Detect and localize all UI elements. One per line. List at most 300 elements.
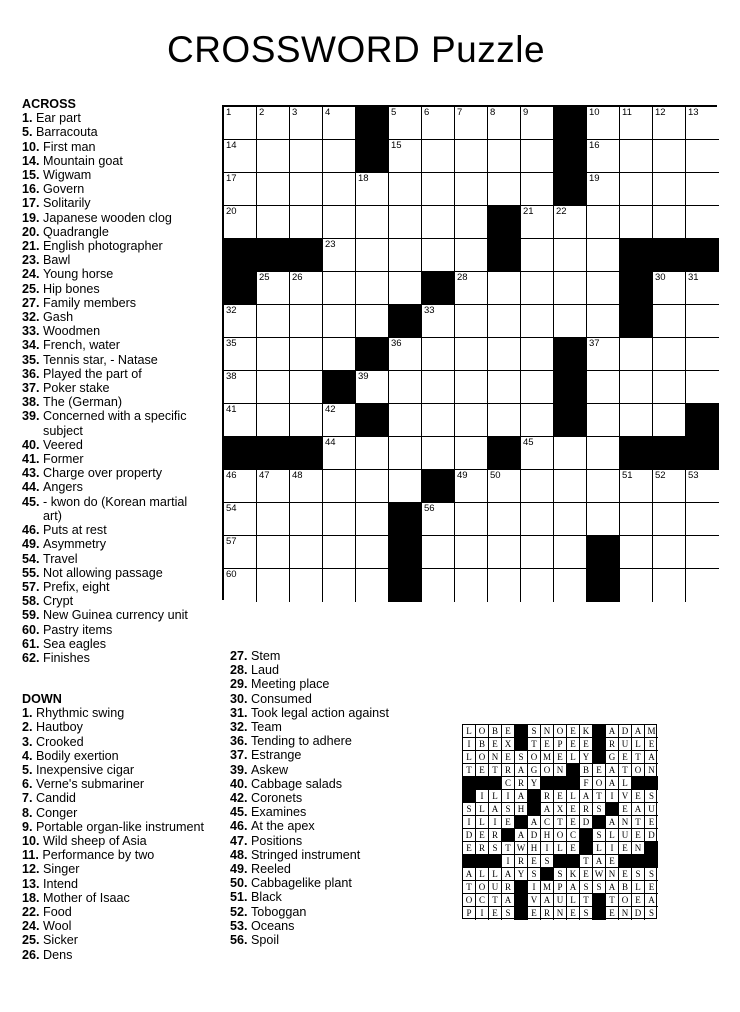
grid-cell[interactable]	[686, 272, 719, 305]
grid-cell[interactable]	[587, 305, 620, 338]
grid-cell[interactable]	[323, 470, 356, 503]
grid-cell[interactable]	[224, 503, 257, 536]
clue-text: Meeting place	[251, 677, 330, 692]
grid-cell[interactable]	[224, 173, 257, 206]
cell-number: 7	[457, 107, 463, 118]
grid-cell[interactable]	[356, 305, 389, 338]
down-clue	[22, 735, 217, 749]
solution-cell: B	[476, 738, 489, 751]
grid-cell[interactable]	[620, 140, 653, 173]
solution-cell: A	[606, 816, 619, 829]
grid-cell[interactable]	[587, 503, 620, 536]
clue-text: Stringed instrument	[251, 847, 361, 862]
grid-cell[interactable]	[290, 569, 323, 602]
grid-cell[interactable]	[422, 140, 455, 173]
clue-number: 1.	[22, 706, 37, 721]
solution-black-square	[606, 803, 619, 816]
clue-number: 5.	[22, 763, 37, 778]
grid-cell[interactable]	[290, 206, 323, 239]
clue-text: Coronets	[251, 791, 303, 806]
grid-cell[interactable]	[224, 536, 257, 569]
clue-number: 60.	[22, 622, 44, 637]
cell-number: 20	[226, 206, 237, 217]
grid-cell[interactable]	[224, 107, 257, 140]
clue-number: 57.	[22, 579, 44, 594]
grid-cell[interactable]	[488, 272, 521, 305]
solution-cell: H	[515, 803, 528, 816]
clue-text: Barracouta	[36, 125, 98, 140]
grid-cell[interactable]	[224, 470, 257, 503]
grid-cell[interactable]	[488, 536, 521, 569]
clue-number: 39.	[22, 409, 44, 424]
solution-black-square	[515, 881, 528, 894]
grid-cell[interactable]	[686, 173, 719, 206]
clue-text: Inexpensive cigar	[36, 763, 135, 778]
grid-cell[interactable]	[356, 239, 389, 272]
grid-cell[interactable]	[257, 371, 290, 404]
solution-cell: E	[528, 855, 541, 868]
grid-cell[interactable]	[488, 140, 521, 173]
clue-number: 24.	[22, 267, 44, 282]
clue-text: Rhythmic swing	[36, 706, 125, 721]
grid-cell[interactable]	[620, 503, 653, 536]
clue-text: Gash	[43, 310, 74, 325]
grid-cell[interactable]	[554, 239, 587, 272]
grid-cell[interactable]	[224, 305, 257, 338]
grid-cell[interactable]	[521, 140, 554, 173]
grid-cell[interactable]	[455, 437, 488, 470]
grid-cell[interactable]	[587, 470, 620, 503]
clue-number: 54.	[22, 551, 44, 566]
grid-cell[interactable]	[389, 371, 422, 404]
solution-black-square	[580, 842, 593, 855]
grid-cell[interactable]	[323, 107, 356, 140]
grid-cell[interactable]	[389, 107, 422, 140]
clue-number: 45.	[22, 494, 44, 509]
down-clue	[230, 862, 430, 876]
grid-cell[interactable]	[356, 503, 389, 536]
grid-cell[interactable]	[389, 239, 422, 272]
cell-number: 42	[325, 404, 336, 415]
grid-cell[interactable]	[488, 173, 521, 206]
black-square	[653, 437, 686, 470]
grid-cell[interactable]	[653, 206, 686, 239]
across-clue	[22, 409, 207, 437]
grid-cell[interactable]	[356, 437, 389, 470]
solution-cell: B	[619, 881, 632, 894]
clue-text: Oceans	[251, 918, 295, 933]
grid-cell[interactable]	[356, 272, 389, 305]
down-clue	[230, 890, 430, 904]
cell-number: 28	[457, 272, 468, 283]
grid-cell[interactable]	[323, 272, 356, 305]
grid-cell[interactable]	[653, 140, 686, 173]
grid-cell[interactable]	[257, 305, 290, 338]
clue-text: Examines	[251, 805, 307, 820]
grid-cell[interactable]	[323, 239, 356, 272]
solution-cell: E	[541, 738, 554, 751]
grid-cell[interactable]	[257, 569, 290, 602]
grid-cell[interactable]	[290, 338, 323, 371]
grid-cell[interactable]	[323, 437, 356, 470]
grid-cell[interactable]	[389, 470, 422, 503]
grid-cell[interactable]	[224, 140, 257, 173]
grid-cell[interactable]	[455, 173, 488, 206]
solution-cell: C	[502, 777, 515, 790]
grid-cell[interactable]	[290, 536, 323, 569]
grid-cell[interactable]	[554, 305, 587, 338]
clue-text: Angers	[43, 480, 83, 495]
down-clue	[22, 948, 217, 962]
grid-cell[interactable]	[224, 371, 257, 404]
across-clue	[22, 111, 207, 125]
grid-cell[interactable]	[224, 338, 257, 371]
grid-cell[interactable]	[323, 140, 356, 173]
grid-cell[interactable]	[686, 140, 719, 173]
grid-cell[interactable]	[257, 140, 290, 173]
clue-text: Intend	[43, 876, 79, 891]
grid-cell[interactable]	[620, 371, 653, 404]
grid-cell[interactable]	[422, 173, 455, 206]
cell-number: 45	[523, 437, 534, 448]
grid-cell[interactable]	[554, 206, 587, 239]
grid-cell[interactable]	[587, 272, 620, 305]
grid-cell[interactable]	[422, 107, 455, 140]
grid-cell[interactable]	[356, 173, 389, 206]
grid-cell[interactable]	[455, 272, 488, 305]
grid-cell[interactable]	[521, 437, 554, 470]
solution-cell: E	[645, 816, 658, 829]
grid-cell[interactable]	[554, 437, 587, 470]
solution-cell: B	[489, 725, 502, 738]
grid-cell[interactable]	[323, 173, 356, 206]
cell-number: 33	[424, 305, 435, 316]
grid-cell[interactable]	[389, 140, 422, 173]
clue-number: 24.	[22, 919, 44, 934]
across-clue	[22, 239, 207, 253]
grid-cell[interactable]	[455, 239, 488, 272]
grid-cell[interactable]	[455, 338, 488, 371]
grid-cell[interactable]	[455, 536, 488, 569]
grid-cell[interactable]	[521, 536, 554, 569]
grid-cell[interactable]	[620, 536, 653, 569]
cell-number: 26	[292, 272, 303, 283]
clue-text: Family members	[43, 295, 137, 310]
grid-cell[interactable]	[455, 569, 488, 602]
grid-cell[interactable]	[323, 536, 356, 569]
grid-cell[interactable]	[356, 371, 389, 404]
solution-black-square	[476, 777, 489, 790]
solution-cell: L	[476, 868, 489, 881]
solution-cell: N	[619, 907, 632, 920]
solution-cell: A	[606, 764, 619, 777]
clue-text: Veered	[43, 437, 83, 452]
grid-cell[interactable]	[554, 272, 587, 305]
cell-number: 19	[589, 173, 600, 184]
grid-cell[interactable]	[587, 437, 620, 470]
grid-cell[interactable]	[521, 503, 554, 536]
grid-cell[interactable]	[488, 569, 521, 602]
grid-cell[interactable]	[554, 503, 587, 536]
across-clue	[22, 552, 207, 566]
clue-number: 44.	[22, 480, 44, 495]
black-square	[686, 404, 719, 437]
grid-cell[interactable]	[455, 470, 488, 503]
grid-cell[interactable]	[653, 173, 686, 206]
grid-cell[interactable]	[488, 404, 521, 437]
cell-number: 2	[259, 107, 265, 118]
grid-cell[interactable]	[554, 470, 587, 503]
black-square	[389, 503, 422, 536]
grid-cell[interactable]	[554, 569, 587, 602]
solution-black-square	[645, 855, 658, 868]
grid-cell[interactable]	[422, 404, 455, 437]
grid-cell[interactable]	[422, 239, 455, 272]
grid-cell[interactable]	[686, 536, 719, 569]
grid-cell[interactable]	[290, 371, 323, 404]
grid-cell[interactable]	[290, 272, 323, 305]
grid-cell[interactable]	[620, 107, 653, 140]
grid-cell[interactable]	[488, 371, 521, 404]
grid-cell[interactable]	[653, 107, 686, 140]
solution-black-square	[489, 855, 502, 868]
grid-cell[interactable]	[422, 206, 455, 239]
grid-cell[interactable]	[686, 470, 719, 503]
grid-cell[interactable]	[653, 536, 686, 569]
solution-cell: E	[632, 829, 645, 842]
grid-cell[interactable]	[653, 503, 686, 536]
grid-cell[interactable]	[686, 107, 719, 140]
solution-cell: E	[619, 868, 632, 881]
grid-cell[interactable]	[257, 470, 290, 503]
grid-cell[interactable]	[620, 338, 653, 371]
grid-cell[interactable]	[587, 140, 620, 173]
grid-cell[interactable]	[620, 173, 653, 206]
grid-cell[interactable]	[521, 404, 554, 437]
grid-cell[interactable]	[686, 305, 719, 338]
grid-cell[interactable]	[323, 404, 356, 437]
grid-cell[interactable]	[587, 173, 620, 206]
grid-cell[interactable]	[290, 107, 323, 140]
clue-text: Estrange	[251, 748, 302, 763]
clue-text: Hip bones	[43, 281, 100, 296]
grid-cell[interactable]	[455, 305, 488, 338]
grid-cell[interactable]	[323, 338, 356, 371]
grid-cell[interactable]	[224, 404, 257, 437]
grid-cell[interactable]	[422, 338, 455, 371]
solution-black-square	[554, 855, 567, 868]
grid-cell[interactable]	[422, 305, 455, 338]
solution-cell: H	[541, 829, 554, 842]
grid-cell[interactable]	[587, 371, 620, 404]
grid-cell[interactable]	[323, 305, 356, 338]
solution-cell: A	[515, 790, 528, 803]
grid-cell[interactable]	[521, 569, 554, 602]
grid-cell[interactable]	[587, 107, 620, 140]
across-clue	[22, 225, 207, 239]
grid-cell[interactable]	[455, 140, 488, 173]
grid-cell[interactable]	[356, 569, 389, 602]
grid-cell[interactable]	[653, 338, 686, 371]
clue-number: 36.	[22, 366, 44, 381]
grid-cell[interactable]	[389, 437, 422, 470]
clue-number: 6.	[22, 777, 37, 792]
grid-cell[interactable]	[521, 107, 554, 140]
solution-cell: A	[606, 725, 619, 738]
solution-black-square	[528, 803, 541, 816]
down-clue	[230, 919, 430, 933]
grid-cell[interactable]	[686, 338, 719, 371]
grid-cell[interactable]	[257, 503, 290, 536]
solution-black-square	[502, 829, 515, 842]
clue-number: 50.	[230, 876, 252, 891]
grid-cell[interactable]	[323, 206, 356, 239]
solution-cell: K	[580, 725, 593, 738]
solution-cell: I	[606, 790, 619, 803]
grid-cell[interactable]	[257, 338, 290, 371]
grid-cell[interactable]	[455, 107, 488, 140]
grid-cell[interactable]	[455, 503, 488, 536]
solution-cell: A	[593, 855, 606, 868]
clue-text: Took legal action against	[251, 705, 389, 720]
grid-cell[interactable]	[290, 470, 323, 503]
grid-cell[interactable]	[620, 569, 653, 602]
clue-text: Former	[43, 452, 84, 467]
solution-cell: E	[502, 725, 515, 738]
grid-cell[interactable]	[653, 404, 686, 437]
clue-text: Hautboy	[36, 720, 83, 735]
solution-cell: L	[489, 790, 502, 803]
down-clue	[230, 834, 430, 848]
solution-cell: T	[632, 751, 645, 764]
grid-cell[interactable]	[257, 536, 290, 569]
grid-cell[interactable]	[389, 173, 422, 206]
solution-cell: A	[489, 803, 502, 816]
solution-cell: T	[580, 855, 593, 868]
grid-cell[interactable]	[356, 206, 389, 239]
clue-text: Dens	[43, 947, 73, 962]
grid-cell[interactable]	[389, 272, 422, 305]
grid-cell[interactable]	[488, 338, 521, 371]
solution-black-square	[632, 777, 645, 790]
grid-cell[interactable]	[488, 470, 521, 503]
grid-cell[interactable]	[686, 206, 719, 239]
grid-cell[interactable]	[290, 173, 323, 206]
grid-cell[interactable]	[653, 371, 686, 404]
grid-cell[interactable]	[686, 503, 719, 536]
grid-cell[interactable]	[389, 338, 422, 371]
down-clue	[230, 805, 430, 819]
grid-cell[interactable]	[653, 470, 686, 503]
solution-cell: R	[606, 738, 619, 751]
grid-cell[interactable]	[521, 470, 554, 503]
clue-text: Concerned with a specific subject	[43, 409, 187, 438]
grid-cell[interactable]	[323, 503, 356, 536]
clue-number: 51.	[230, 890, 252, 905]
grid-cell[interactable]	[290, 140, 323, 173]
cell-number: 4	[325, 107, 331, 118]
grid-cell[interactable]	[653, 569, 686, 602]
grid-cell[interactable]	[587, 338, 620, 371]
solution-black-square	[619, 855, 632, 868]
grid-cell[interactable]	[653, 272, 686, 305]
grid-cell[interactable]	[257, 206, 290, 239]
grid-cell[interactable]	[257, 173, 290, 206]
grid-cell[interactable]	[620, 206, 653, 239]
grid-cell[interactable]	[686, 371, 719, 404]
black-square	[587, 569, 620, 602]
clue-number: 5.	[22, 125, 37, 140]
grid-cell[interactable]	[521, 206, 554, 239]
clue-number: 55.	[22, 565, 44, 580]
grid-cell[interactable]	[422, 503, 455, 536]
solution-cell: A	[541, 894, 554, 907]
grid-cell[interactable]	[521, 173, 554, 206]
grid-cell[interactable]	[257, 404, 290, 437]
grid-cell[interactable]	[323, 569, 356, 602]
solution-cell: A	[502, 868, 515, 881]
grid-cell[interactable]	[422, 371, 455, 404]
clue-text: Quadrangle	[43, 224, 109, 239]
grid-cell[interactable]	[224, 569, 257, 602]
grid-cell[interactable]	[686, 569, 719, 602]
grid-cell[interactable]	[290, 404, 323, 437]
grid-cell[interactable]	[356, 470, 389, 503]
solution-cell: R	[515, 777, 528, 790]
across-clue	[22, 395, 207, 409]
grid-cell[interactable]	[455, 371, 488, 404]
grid-cell[interactable]	[587, 239, 620, 272]
grid-cell[interactable]	[455, 206, 488, 239]
grid-cell[interactable]	[455, 404, 488, 437]
clue-text: Woodmen	[43, 324, 101, 339]
grid-cell[interactable]	[257, 107, 290, 140]
grid-cell[interactable]	[488, 107, 521, 140]
grid-cell[interactable]	[620, 470, 653, 503]
grid-cell[interactable]	[554, 536, 587, 569]
grid-cell[interactable]	[521, 239, 554, 272]
grid-cell[interactable]	[224, 206, 257, 239]
grid-cell[interactable]	[587, 404, 620, 437]
grid-cell[interactable]	[521, 305, 554, 338]
grid-cell[interactable]	[389, 206, 422, 239]
cell-number: 41	[226, 404, 237, 415]
grid-cell[interactable]	[389, 404, 422, 437]
grid-cell[interactable]	[521, 338, 554, 371]
across-clue	[22, 367, 207, 381]
grid-cell[interactable]	[290, 503, 323, 536]
grid-cell[interactable]	[587, 206, 620, 239]
clue-text: Wigwam	[43, 168, 92, 183]
black-square	[257, 437, 290, 470]
grid-cell[interactable]	[290, 305, 323, 338]
grid-cell[interactable]	[521, 371, 554, 404]
grid-cell[interactable]	[422, 437, 455, 470]
grid-cell[interactable]	[521, 272, 554, 305]
grid-cell[interactable]	[257, 272, 290, 305]
cell-number: 1	[226, 107, 232, 118]
grid-cell[interactable]	[653, 305, 686, 338]
grid-cell[interactable]	[422, 569, 455, 602]
grid-cell[interactable]	[488, 305, 521, 338]
grid-cell[interactable]	[422, 536, 455, 569]
grid-cell[interactable]	[620, 404, 653, 437]
down-clue	[22, 919, 217, 933]
across-clue	[22, 452, 207, 466]
clue-number: 35.	[22, 352, 44, 367]
grid-cell[interactable]	[356, 536, 389, 569]
grid-cell[interactable]	[488, 503, 521, 536]
